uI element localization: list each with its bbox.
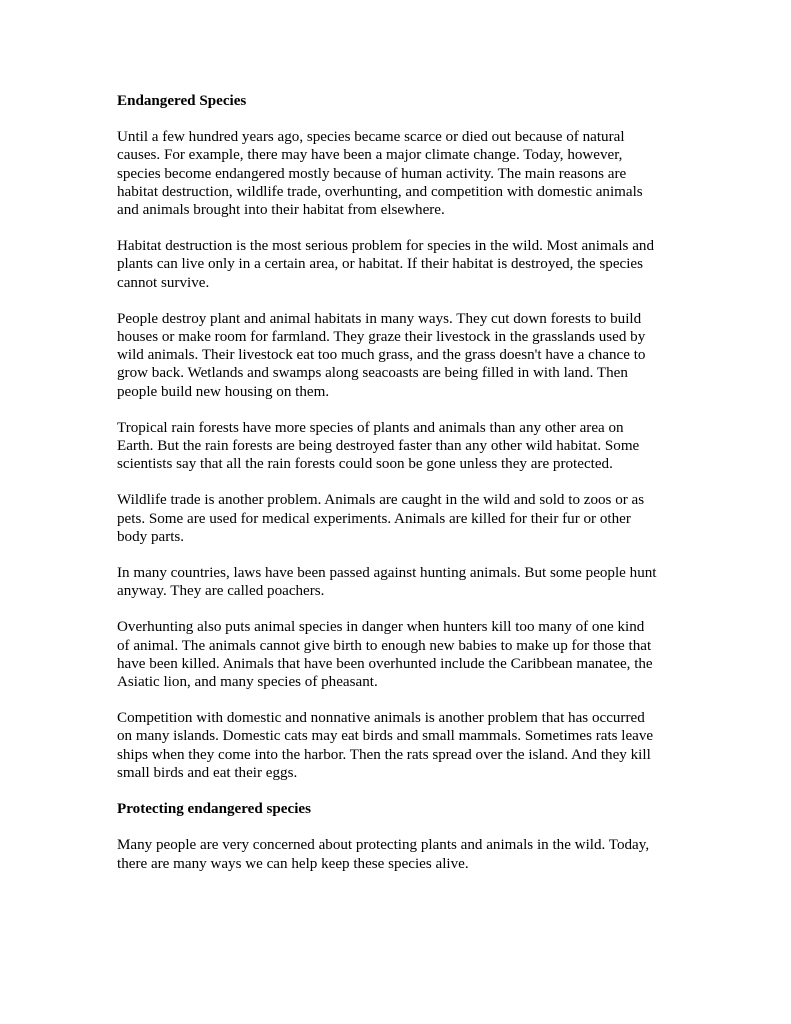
paragraph (117, 836, 677, 872)
document-body (117, 92, 677, 891)
paragraph-line: species become endangered mostly because of human activity. The main reasons are (117, 165, 627, 182)
paragraph-line: Tropical rain forests have more species of plants and animals than any other area on (117, 419, 624, 436)
section-protecting-paragraphs (117, 836, 677, 872)
section-heading-protecting-endangered-species: Protecting endangered species (117, 801, 311, 818)
paragraph-line: People destroy plant and animal habitats in many ways. They cut down forests to build (117, 310, 642, 327)
paragraph-line: of animal. The animals cannot give birth to enough new babies to make up for those that (117, 637, 652, 654)
paragraph-line: Earth. But the rain forests are being destroyed faster than any other wild habitat. Some (117, 438, 640, 455)
paragraph (117, 310, 677, 401)
paragraph (117, 491, 677, 546)
paragraph-line: scientists say that all the rain forests could soon be gone unless they are protected. (117, 456, 613, 473)
paragraph-line: houses or make room for farmland. They graze their livestock in the grasslands used by (117, 329, 646, 346)
paragraph (117, 419, 677, 474)
paragraph (117, 128, 677, 219)
paragraph-line: habitat destruction, wildlife trade, overhunting, and competition with domestic animals (117, 183, 643, 200)
section-heading-endangered-species: Endangered Species (117, 93, 247, 109)
paragraph-line: on many islands. Domestic cats may eat birds and small mammals. Sometimes rats leave (117, 728, 654, 745)
paragraph-line: body parts. (117, 528, 185, 545)
paragraph (117, 709, 677, 782)
paragraph-line: grow back. Wetlands and swamps along seacoasts are being filled in with land. Then (117, 365, 628, 382)
paragraph-line: and animals brought into their habitat from elsewhere. (117, 202, 445, 219)
paragraph-line: have been killed. Animals that have been overhunted include the Caribbean manatee, the (117, 655, 653, 672)
paragraph-line: pets. Some are used for medical experiments. Animals are killed for their fur or other (117, 510, 631, 527)
paragraph-line: people build new housing on them. (117, 383, 330, 400)
paragraph-line: cannot survive. (117, 274, 210, 291)
paragraph-line: there are many ways we can help keep these species alive. (117, 855, 469, 872)
section-endangered-species-paragraphs (117, 128, 677, 782)
paragraph-line: In many countries, laws have been passed against hunting animals. But some people hunt (117, 565, 657, 582)
paragraph-line: Asiatic lion, and many species of pheasant. (117, 674, 378, 691)
paragraph-line: anyway. They are called poachers. (117, 583, 325, 600)
paragraph-line: Until a few hundred years ago, species became scarce or died out because of natural (117, 129, 625, 146)
paragraph-line: ships when they come into the harbor. Then the rats spread over the island. And they kill (117, 746, 651, 763)
paragraph-line: Wildlife trade is another problem. Animals are caught in the wild and sold to zoos or as (117, 492, 645, 509)
paragraph (117, 237, 677, 292)
paragraph-line: plants can live only in a certain area, or habitat. If their habitat is destroyed, the species (117, 256, 643, 273)
paragraph (117, 564, 677, 600)
paragraph-line: Many people are very concerned about protecting plants and animals in the wild. Today, (117, 837, 650, 854)
paragraph-line: small birds and eat their eggs. (117, 764, 298, 781)
paragraph (117, 618, 677, 691)
paragraph-line: causes. For example, there may have been a major climate change. Today, however, (117, 147, 623, 164)
paragraph-line: wild animals. Their livestock eat too much grass, and the grass doesn't have a chance to (117, 347, 646, 364)
paragraph-line: Habitat destruction is the most serious problem for species in the wild. Most animals and (117, 238, 654, 255)
paragraph-line: Overhunting also puts animal species in danger when hunters kill too many of one kind (117, 619, 645, 636)
paragraph-line: Competition with domestic and nonnative animals is another problem that has occurred (117, 710, 645, 727)
